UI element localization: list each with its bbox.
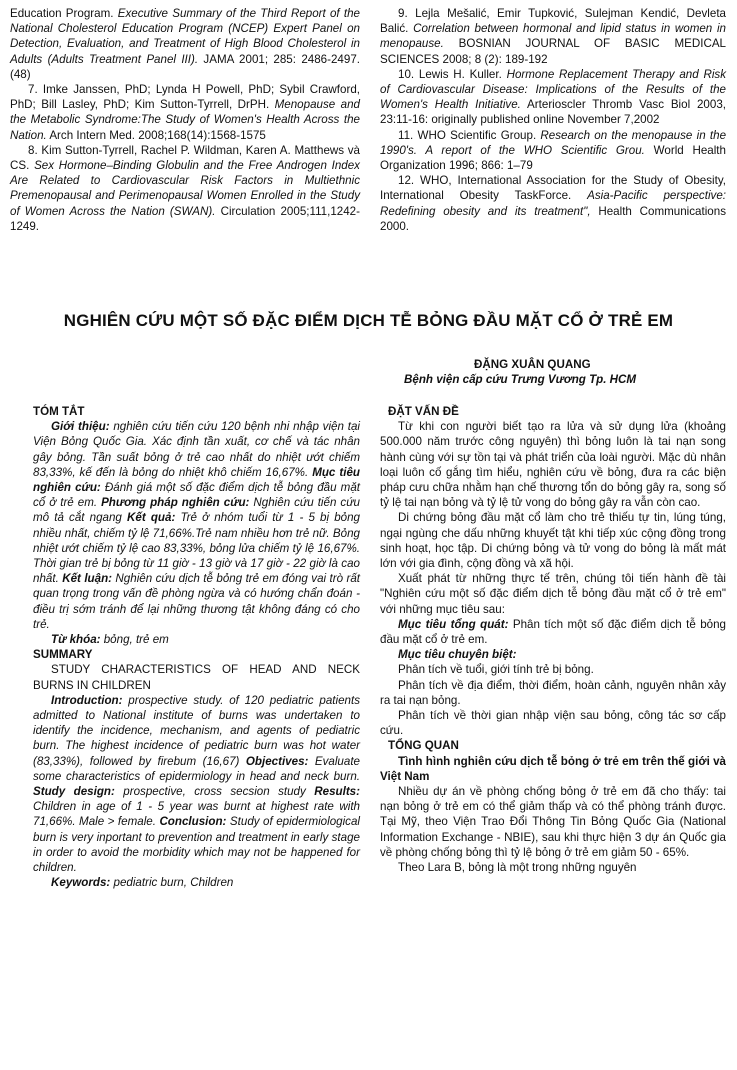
text-objectives: Evaluate some characteristics of epidermiology in head and neck burn. xyxy=(33,754,360,783)
reference-authors: 7. Imke Janssen, PhD; Lynda H Powell, PhD; Sybil Crawford, PhD; Bill Lasley, PhD; Kim Sutton-Tyrrell, DrPH. xyxy=(10,83,360,112)
abstract-vi-heading: TÓM TẮT xyxy=(33,405,85,418)
text-keywords-en: pediatric burn, Children xyxy=(110,876,234,890)
label-result: Kết quả: xyxy=(127,511,176,525)
reference-source: Arterioscler Thromb Vasc Biol 2003, 23:11-16: originally published online November 7,2002 xyxy=(380,98,726,127)
reference-authors: 9. Lejla Mešalić, Emir Tupković, Sulejman Kendić, Devleta Balić. xyxy=(380,7,726,36)
text-objective: Đánh giá một số đặc điểm dịch tễ bỏng đầu mặt cổ ở trẻ em. xyxy=(33,481,360,510)
paragraph: Theo Lara B, bỏng là một trong những nguyên xyxy=(398,861,637,875)
abstract-en-title: STUDY CHARACTERISTICS OF HEAD AND NECK BURNS IN CHILDREN xyxy=(33,663,360,692)
reference-title: Menopause and the Metabolic Syndrome:The Study of Women's Health Across the Nation. xyxy=(10,98,360,142)
reference-source: JAMA 2001; 285: 2486-2497.(48) xyxy=(10,52,360,81)
abstract-vi-keywords xyxy=(33,632,360,647)
specific-objective-item: Phân tích về thời gian nhập viện sau bỏng, công tác sơ cấp cứu. xyxy=(380,709,726,738)
reference-12 xyxy=(380,173,726,234)
label-results: Results: xyxy=(314,785,360,799)
label-specific-objectives: Mục tiêu chuyên biệt: xyxy=(398,648,517,662)
reference-authors: Education Program. xyxy=(10,7,118,20)
general-objective xyxy=(380,617,726,647)
references-left-column xyxy=(10,6,360,234)
text-results: Children in age of 1 - 5 year was burnt at highest rate with 71,66%. Male > female. xyxy=(33,800,360,829)
paragraph: Xuất phát từ những thực tế trên, chúng tôi tiến hành đề tài "Nghiên cứu một số đặc điểm dịch tễ bỏng đầu mặt cổ ở trẻ em" với những mục tiêu sau: xyxy=(380,572,726,616)
section-heading-overview: TỔNG QUAN xyxy=(388,739,459,753)
paragraph: Nhiều dự án về phòng chống bỏng ở trẻ em đã cho thấy: tai nạn bỏng ở trẻ em có thể giảm thấp và có thể phòng tránh được. Tại Mỹ, theo Viện Trao Đổi Thông Tin Bỏng Quốc Gia (National Information Exchange - NBIE), sau khi thực hiện 3 dự án Quốc gia về phòng chống bỏng thì tỷ lệ bỏng ở trẻ em giảm 50 - 65%. xyxy=(380,785,726,859)
subsection-heading: Tình hình nghiên cứu dịch tễ bỏng ở trẻ em trên thế giới và Việt Nam xyxy=(380,754,726,783)
specific-objective-item: Phân tích về tuổi, giới tính trẻ bị bỏng. xyxy=(398,663,594,677)
reference-source: Health Communications 2000. xyxy=(380,204,726,233)
introduction-column xyxy=(380,404,726,875)
reference-title: Hormone Replacement Therapy and Risk of Cardiovascular Disease: Implications of the Results of the Women's Health Initiative. xyxy=(380,67,726,112)
text-introduction: prospective study. of 120 pediatric patients admitted to National institute of burns was undertaken to identify the incidence, mechanism, and agents of pediatric burn. The highest incidence of pediatric burn was hot water (83,33%), followed by firebum (16,67) xyxy=(33,693,360,768)
label-study-design: Study design: xyxy=(33,785,115,799)
text-method: Nghiên cứu tiến cứu mô tả cắt ngang xyxy=(33,496,360,525)
reference-7 xyxy=(10,82,360,143)
abstract-en-heading: SUMMARY xyxy=(33,648,93,662)
text-result: Trẻ ở nhóm tuổi từ 1 - 5 bị bỏng nhiều nhất, chiếm tỷ lệ 71,66%.Trẻ nam nhiều hơn trẻ nữ. Bỏng nhiệt ướt chiếm tỷ lệ cao 83,33%, bỏng lửa chiếm tỷ lệ 16,67%. Thời gian trẻ bị bỏng từ 11 giờ - 13 giờ và 17 giờ - 22 giờ là cao nhất. xyxy=(33,511,361,586)
text-conclusion-en: Study of epidermiological burn is very inportant to prevention and treatment in early stage in order to avoid the morbidity which may not be happened for children. xyxy=(33,815,360,875)
reference-source: Circulation 2005;111,1242-1249. xyxy=(10,204,360,233)
specific-objective-item: Phân tích về địa điểm, thời điểm, hoàn cảnh, nguyên nhân xảy ra tai nạn bỏng. xyxy=(380,678,726,707)
label-intro: Giới thiệu: xyxy=(51,420,110,434)
abstract-column xyxy=(33,404,360,891)
author-name: ĐẶNG XUÂN QUANG xyxy=(474,358,591,371)
reference-authors: 11. WHO Scientific Group. xyxy=(398,128,541,142)
text-study-design: prospective, cross secsion study xyxy=(114,785,315,799)
reference-11 xyxy=(380,128,726,174)
reference-title: Asia-Pacific perspective: Redefining obesity and its treatment", xyxy=(380,189,726,218)
label-keywords-en: Keywords: xyxy=(51,876,111,890)
paragraph: Từ khi con người biết tạo ra lửa và sử dụng lửa (khoảng 500.000 năm trước công nguyên) thì bỏng luôn là tai nạn song hành cùng với sự tồn tại và phát triển của loài người. Mặc dù nhân loại luôn cố gắng tìm hiểu, nghiên cứu về bỏng, đưa ra các biện pháp cưu chữa nhằm hạn chế thương tổn do bỏng gây ra, song số tỷ lệ tai nạn bỏng và tỷ lệ tử vong do bỏng gây ra vẫn còn cao. xyxy=(380,420,726,510)
reference-source: Arch Intern Med. 2008;168(14):1568-1575 xyxy=(46,128,266,142)
reference-source: BOSNIAN JOURNAL OF BASIC MEDICAL SCIENCES 2008; 8 (2): 189-192 xyxy=(380,37,726,66)
reference-authors: 8. Kim Sutton-Tyrrell, Rachel P. Wildman, Karen A. Matthews và CS. xyxy=(10,143,360,173)
reference-8 xyxy=(10,143,360,234)
reference-title: Executive Summary of the Third Report of the National Cholesterol Education Program (NCEP) Expert Panel on Detection, Evaluation, and Treatment of High Blood Cholesterol in Adults (Adults Treatment Panel III). xyxy=(10,7,361,66)
text-conclusion: Nghiên cứu dịch tễ bỏng trẻ em đóng vai trò rất quan trọng trong vấn đề phòng ngừa và có hướng chẩn đoán - điều trị sớm tránh để lại những thương tật không đáng có cho trẻ. xyxy=(33,572,360,631)
abstract-en-keywords xyxy=(33,875,360,890)
label-objectives: Objectives: xyxy=(245,754,309,768)
reference-6-continued xyxy=(10,6,360,82)
reference-authors: 10. Lewis H. Kuller. xyxy=(398,67,507,81)
section-heading-introduction: ĐẶT VẤN ĐỀ xyxy=(388,405,459,418)
reference-title: Research on the menopause in the 1990's. A report of the WHO Scientific Grou. xyxy=(380,128,727,157)
text-general-objective: Phân tích một số đặc điểm dịch tễ bỏng đầu mặt cổ ở trẻ em. xyxy=(380,617,726,647)
author-block xyxy=(390,357,730,387)
reference-10 xyxy=(380,67,726,128)
reference-source: World Health Organization 1996; 866: 1–79 xyxy=(380,143,726,173)
reference-9 xyxy=(380,6,726,67)
reference-title: Sex Hormone–Binding Globulin and the Free Androgen Index Are Related to Cardiovascular Risk Factors in Multiethnic Premenopausal and Perimenopausal Women Enrolled in the Study of Women Across the Nation (SWAN). xyxy=(10,159,360,218)
label-method: Phương pháp nghiên cứu: xyxy=(101,496,250,510)
label-introduction: Introduction: xyxy=(51,693,123,707)
text-intro: nghiên cứu tiến cứu 120 bệnh nhi nhập viện tại Viện Bỏng Quốc Gia. Xác định tần xuất, cơ chế và tác nhân gây bỏng. Tần suất bỏng ở trẻ cao nhất do nhiệt ướt chiếm 83,33%, kế đến là bỏng do nhiệt khô chiếm 16,67%. xyxy=(33,420,360,479)
abstract-en-body xyxy=(33,693,360,875)
article-title: NGHIÊN CỨU MỘT SỐ ĐẶC ĐIỂM DỊCH TỄ BỎNG ĐẦU MẶT CỔ Ở TRẺ EM xyxy=(63,311,674,330)
reference-title: Correlation between hormonal and lipid status in women in menopause. xyxy=(380,22,726,51)
label-objective: Mục tiêu nghiên cứu: xyxy=(33,465,360,495)
author-affiliation: Bệnh viện cấp cứu Trưng Vương Tp. HCM xyxy=(404,373,637,386)
abstract-vi-body xyxy=(33,419,360,632)
text-keywords: bỏng, trẻ em xyxy=(100,633,169,647)
references-right-column xyxy=(380,6,726,234)
reference-authors: 12. WHO, International Association for the Study of Obesity, International Obesity TaskForce. xyxy=(380,174,726,203)
label-conclusion: Kết luận: xyxy=(62,572,113,586)
label-conclusion-en: Conclusion: xyxy=(159,815,227,829)
label-keywords: Từ khóa: xyxy=(51,633,101,647)
paragraph: Di chứng bỏng đầu mặt cổ làm cho trẻ thiếu tự tin, lúng túng, ngại ngùng che dấu những khuyết tật khi tiếp xúc cộng đồng trong sinh hoạt, học tập. Di chứng bỏng và tử vong do bỏng là mất mát lớn với gia đình, cộng đồng và xã hội. xyxy=(380,511,726,571)
label-general-objective: Mục tiêu tổng quát: xyxy=(398,617,509,631)
